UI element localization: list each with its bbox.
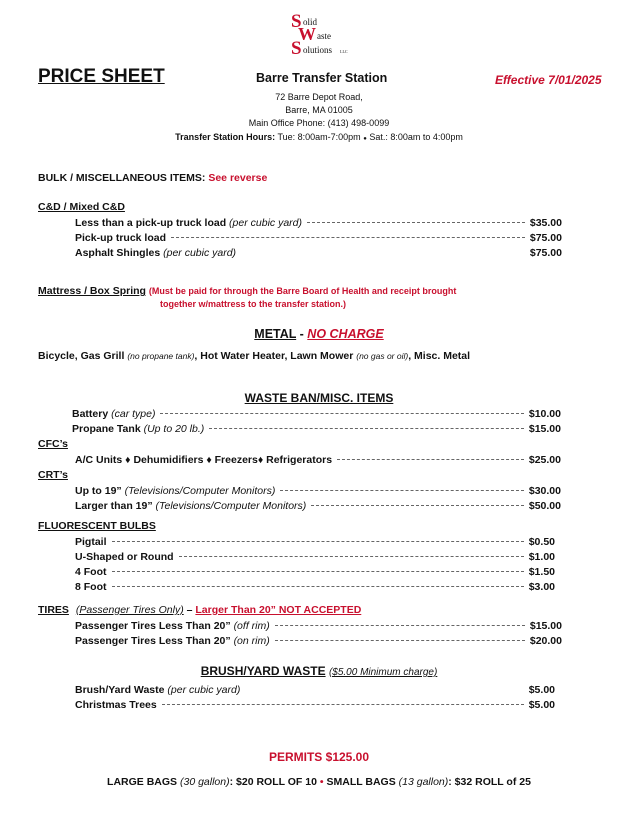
leader-dashes (160, 413, 523, 414)
hours-label: Transfer Station Hours: (175, 132, 276, 142)
row-label: Brush/Yard Waste (75, 684, 165, 696)
metal-dash: - (296, 327, 308, 341)
row-label: Battery (72, 408, 109, 420)
office-phone: Main Office Phone: (413) 498-0099 (248, 118, 390, 128)
station-name: Barre Transfer Station (256, 71, 388, 85)
bulk-items-label: BULK / MISCELLANEOUS ITEMS: (38, 172, 206, 184)
row-price: $15.00 (529, 620, 562, 632)
row-price: $0.50 (528, 536, 555, 548)
small-bags-price: : $32 ROLL of 25 (448, 776, 531, 788)
row-label: Larger than 19” (75, 500, 153, 512)
row-label: Asphalt Shingles (75, 247, 161, 259)
metal-item-heater-mower: , Hot Water Heater, Lawn Mower (194, 350, 354, 362)
metal-item-misc: , Misc. Metal (408, 350, 471, 362)
small-bags-label: SMALL BAGS (326, 776, 396, 788)
row-note: (car type) (111, 408, 156, 420)
row-label: Pick-up truck load (75, 232, 167, 244)
row-note: (per cubic yard) (163, 247, 237, 259)
leader-dashes (307, 222, 525, 223)
price-row-propane-tank (72, 423, 561, 435)
leader-dashes (162, 704, 524, 705)
price-row-crt-larger-19 (75, 500, 561, 512)
crt-heading: CRT’s (38, 469, 68, 481)
brush-heading: BRUSH/YARD WASTE (200, 664, 326, 678)
tires-heading: TIRES (38, 604, 69, 616)
waste-ban-heading: WASTE BAN/MISC. ITEMS (244, 391, 394, 405)
hours-tuesday: Tue: 8:00am-7:00pm (277, 132, 361, 142)
leader-dashes (179, 556, 524, 557)
company-logo (284, 10, 354, 58)
bullet-icon: ● (363, 136, 367, 142)
logo-word-solid: olid (303, 17, 318, 27)
price-row-asphalt-shingles (75, 247, 562, 259)
leader-dashes (280, 490, 524, 491)
price-row-cfc-appliances (75, 454, 561, 466)
station-hours (0, 132, 638, 142)
leader-dashes (275, 625, 525, 626)
brush-heading-line (0, 664, 638, 678)
hours-saturday: Sat.: 8:00am to 4:00pm (369, 132, 463, 142)
row-price: $3.00 (528, 581, 555, 593)
price-row-4-foot (75, 566, 555, 578)
cfc-heading: CFC’s (38, 438, 68, 450)
metal-item-bicycle-grill: Bicycle, Gas Grill (38, 350, 125, 362)
price-row-christmas-trees (75, 699, 555, 711)
leader-dashes (337, 459, 524, 460)
metal-items-line (38, 350, 470, 362)
row-price: $1.00 (528, 551, 555, 563)
row-price: $75.00 (529, 247, 562, 259)
row-price: $20.00 (529, 635, 562, 647)
row-price: $25.00 (528, 454, 561, 466)
bags-line (0, 776, 638, 788)
row-note: (Up to 20 lb.) (143, 423, 205, 435)
leader-dashes (209, 428, 524, 429)
brush-note: ($5.00 Minimum charge) (328, 667, 438, 678)
row-label: Christmas Trees (75, 699, 157, 711)
mattress-line (38, 285, 456, 297)
logo-letter-w: W (298, 24, 316, 44)
mattress-label: Mattress / Box Spring (38, 285, 146, 297)
price-row-brush-yard-waste (75, 684, 555, 696)
price-row-8-foot (75, 581, 555, 593)
page-title: PRICE SHEET (38, 66, 165, 87)
row-price: $75.00 (529, 232, 562, 244)
large-bags-note: (30 gallon) (179, 776, 230, 788)
row-note: (per cubic yard) (167, 684, 241, 696)
metal-note-gas: (no gas or oil) (356, 351, 409, 361)
address-line-1: 72 Barre Depot Road, (275, 92, 363, 102)
leader-dashes (275, 640, 525, 641)
row-price: $10.00 (528, 408, 561, 420)
fluorescent-heading: FLUORESCENT BULBS (38, 520, 156, 532)
row-price: $15.00 (528, 423, 561, 435)
metal-heading (0, 327, 638, 341)
metal-heading-text: METAL (254, 327, 297, 341)
bullet-icon: • (319, 776, 324, 788)
cd-heading: C&D / Mixed C&D (38, 201, 125, 213)
tires-note: (Passenger Tires Only) (75, 604, 184, 616)
row-price: $30.00 (528, 485, 561, 497)
metal-note-propane: (no propane tank) (127, 351, 195, 361)
row-label: U-Shaped or Round (75, 551, 174, 563)
logo-llc: LLC (340, 49, 348, 54)
row-label: 8 Foot (75, 581, 107, 593)
row-label: Propane Tank (72, 423, 141, 435)
logo-word-waste: aste (317, 31, 331, 41)
price-row-cd-truck-load (75, 232, 562, 244)
bulk-items-line (38, 172, 267, 184)
bulk-items-note: See reverse (208, 172, 268, 184)
price-row-tires-on-rim (75, 635, 562, 647)
large-bags-price: : $20 ROLL OF 10 (229, 776, 317, 788)
logo-letter-s2: S (291, 38, 302, 59)
price-row-u-shaped (75, 551, 555, 563)
row-note: (Televisions/Computer Monitors) (155, 500, 307, 512)
leader-dashes (311, 505, 524, 506)
large-bags-label: LARGE BAGS (107, 776, 178, 788)
effective-date: Effective 7/01/2025 (495, 73, 602, 87)
row-price: $50.00 (528, 500, 561, 512)
leader-dashes (112, 571, 524, 572)
mattress-note-1: (Must be paid for through the Barre Board of Health and receipt brought (148, 286, 457, 296)
row-price: $5.00 (528, 699, 555, 711)
leader-dashes (171, 237, 525, 238)
row-label: Passenger Tires Less Than 20” (75, 635, 231, 647)
row-note: (on rim) (233, 635, 270, 647)
permits-price: PERMITS $125.00 (268, 750, 370, 764)
tires-heading-line (38, 604, 361, 616)
row-label: 4 Foot (75, 566, 107, 578)
tires-warning: Larger Than 20” NOT ACCEPTED (195, 604, 362, 616)
price-row-pigtail (75, 536, 555, 548)
address-line-2: Barre, MA 01005 (285, 105, 353, 115)
row-label: Less than a pick-up truck load (75, 217, 227, 229)
row-note: (Televisions/Computer Monitors) (124, 485, 276, 497)
row-note: (per cubic yard) (229, 217, 302, 229)
row-label: Pigtail (75, 536, 107, 548)
mattress-note-2: together w/mattress to the transfer station.) (160, 299, 347, 309)
row-label: Passenger Tires Less Than 20” (75, 620, 231, 632)
metal-no-charge: NO CHARGE (307, 327, 384, 341)
row-price: $5.00 (528, 684, 555, 696)
row-label: A/C Units ♦ Dehumidifiers ♦ Freezers♦ Refrigerators (75, 454, 333, 466)
leader-dashes (112, 586, 524, 587)
price-row-tires-off-rim (75, 620, 562, 632)
price-row-battery (72, 408, 561, 420)
price-row-cd-less-than-truck (75, 217, 562, 229)
row-price: $1.50 (528, 566, 555, 578)
row-label: Up to 19” (75, 485, 122, 497)
price-row-crt-up-to-19 (75, 485, 561, 497)
row-note: (off rim) (233, 620, 270, 632)
leader-dashes (112, 541, 524, 542)
small-bags-note: (13 gallon) (398, 776, 449, 788)
logo-word-solutions: olutions (303, 45, 333, 55)
tires-dash: – (183, 604, 196, 616)
logo-letter-s1: S (291, 11, 302, 32)
row-price: $35.00 (529, 217, 562, 229)
